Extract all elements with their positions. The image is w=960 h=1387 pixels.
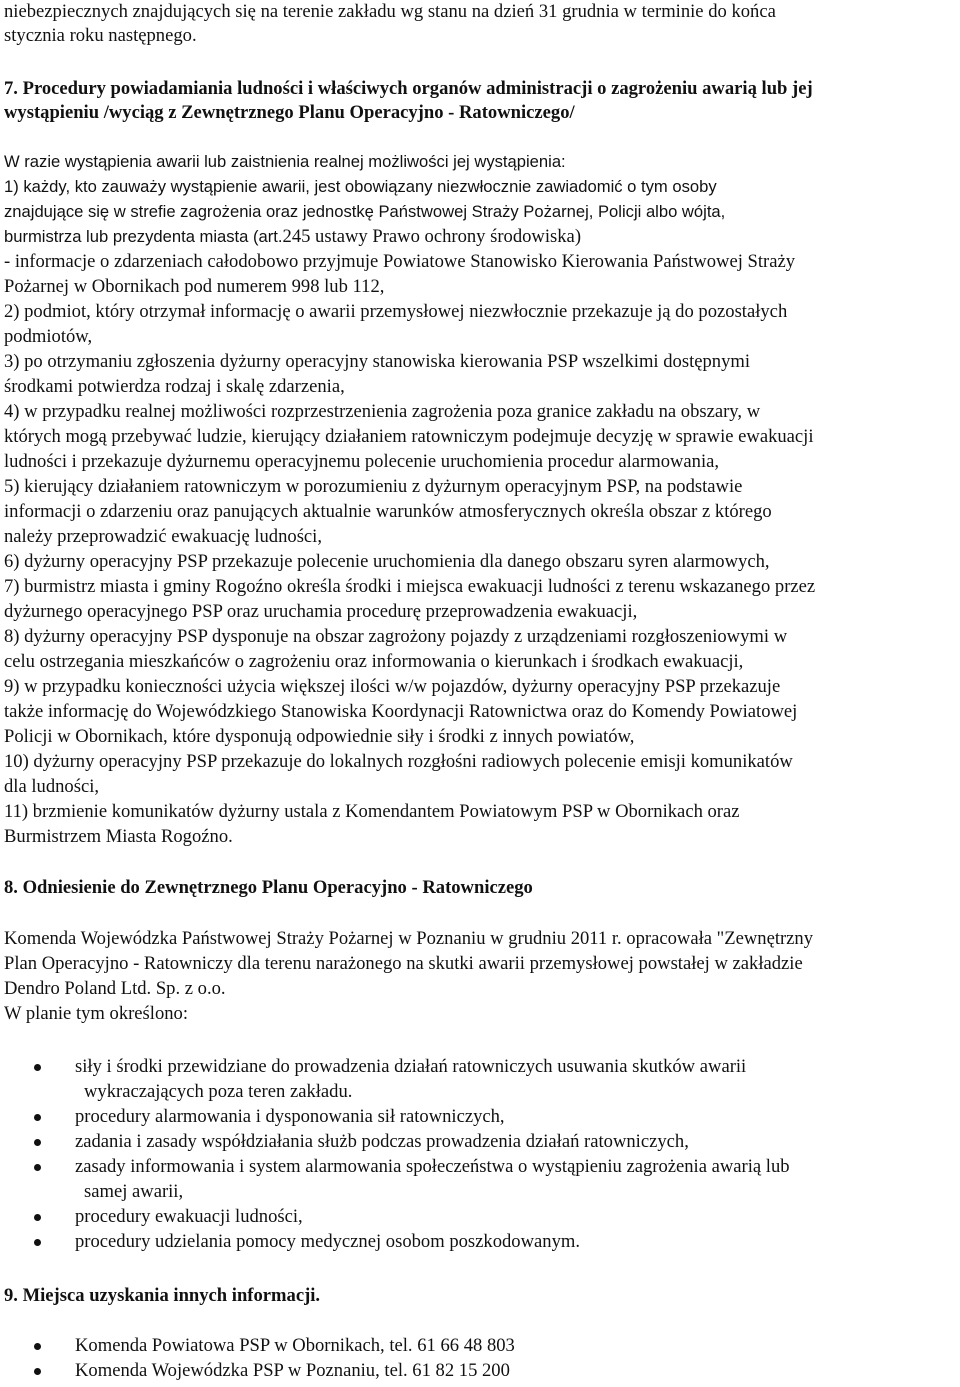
section-7-line: dyżurnego operacyjnego PSP oraz uruchamia procedurę przeprowadzenia ewakuacji, [4,601,638,622]
section-7-line: także informację do Wojewódzkiego Stanowiska Koordynacji Ratownictwa oraz do Komendy Powiatowej [4,701,798,722]
section-7-heading: wystąpieniu /wyciąg z Zewnętrznego Planu Operacyjno - Ratowniczego/ [4,102,575,123]
section-7-line: celu ostrzegania mieszkańców o zagrożeniu oraz informowania o kierunkach i środkach ewakuacji, [4,651,744,672]
intro-line: stycznia roku następnego. [4,25,197,46]
section-8-bullet: zasady informowania i system alarmowania społeczeństwa o wystąpieniu zagrożenia awarią lub [75,1156,790,1177]
bullet-dot [34,1114,41,1121]
section-7-line: 8) dyżurny operacyjny PSP dysponuje na obszar zagrożony pojazdy z urządzeniami rozgłoszeniowymi w [4,626,788,647]
section-8-heading: 8. Odniesienie do Zewnętrznego Planu Operacyjno - Ratowniczego [4,877,533,898]
section-7-line: znajdujące się w strefie zagrożenia oraz jednostkę Państwowej Straży Pożarnej, Policji albo wójta, [4,202,726,221]
section-7-line [4,225,581,249]
section-8-bullet: procedury ewakuacji ludności, [75,1206,303,1227]
section-7-line: 2) podmiot, który otrzymał informację o awarii przemysłowej niezwłocznie przekazuje ją do pozostałych [4,301,788,322]
section-7-line: - informacje o zdarzeniach całodobowo przyjmuje Powiatowe Stanowisko Kierowania Państwowej Straży [4,251,796,272]
section-7-line: Policji w Obornikach, które dysponują odpowiednie siły i środki z innych powiatów, [4,726,635,747]
section-7-line: należy przeprowadzić ewakuację ludności, [4,526,323,547]
section-7-line: 7) burmistrz miasta i gminy Rogoźno określa środki i miejsca ewakuacji ludności z terenu wskazanego przez [4,576,816,597]
section-7-line: 3) po otrzymaniu zgłoszenia dyżurny operacyjny stanowiska kierowania PSP wszelkimi dostępnymi [4,351,751,372]
section-8-bullet: zadania i zasady współdziałania służb podczas prowadzenia działań ratowniczych, [75,1131,689,1152]
section-7-line: ludności i przekazuje dyżurnemu operacyjnemu polecenie uruchomienia procedur alarmowania, [4,451,720,472]
section-9-bullet: Komenda Powiatowa PSP w Obornikach, tel. 61 66 48 803 [75,1335,515,1356]
bullet-dot [34,1164,41,1171]
section-8-line: Komenda Wojewódzka Państwowej Straży Pożarnej w Poznaniu w grudniu 2011 r. opracowała "Zewnętrzny [4,928,814,949]
bullet-dot [34,1139,41,1146]
section-7-line: 5) kierujący działaniem ratowniczym w porozumieniu z dyżurnym operacyjnym PSP, na podstawie [4,476,743,497]
section-9-bullet: Komenda Wojewódzka PSP w Poznaniu, tel. 61 82 15 200 [75,1360,510,1381]
section-7-line: Pożarnej w Obornikach pod numerem 998 lub 112, [4,276,385,297]
bullet-dot [34,1343,41,1350]
bullet-dot [34,1064,41,1071]
section-7-line: dla ludności, [4,776,100,797]
section-7-line: 4) w przypadku realnej możliwości rozprzestrzenienia zagrożenia poza granice zakładu na obszary, w [4,401,761,422]
section-7-line: 10) dyżurny operacyjny PSP przekazuje do lokalnych rozgłośni radiowych polecenie emisji komunikatów [4,751,793,772]
section-8-bullet: procedury alarmowania i dysponowania sił ratowniczych, [75,1106,505,1127]
section-7-line: Burmistrzem Miasta Rogoźno. [4,826,233,847]
section-7-line: 6) dyżurny operacyjny PSP przekazuje polecenie uruchomienia dla danego obszaru syren alarmowych, [4,551,770,572]
section-8-bullet-cont: wykraczających poza teren zakładu. [84,1081,353,1102]
section-7-line: informacji o zdarzeniu oraz panujących aktualnie warunków atmosferycznych określa obszar z którego [4,501,772,522]
section-8-bullet-cont: samej awarii, [84,1181,184,1202]
bullet-dot [34,1214,41,1221]
section-7-line: W razie wystąpienia awarii lub zaistnienia realnej możliwości jej wystąpienia: [4,152,566,171]
intro-line: niebezpiecznych znajdujących się na terenie zakładu wg stanu na dzień 31 grudnia w terminie do końca [4,1,776,22]
bullet-dot [34,1368,41,1375]
section-7-line-tail: 245 ustawy Prawo ochrony środowiska) [282,226,582,247]
section-7-line: których mogą przebywać ludzie, kierujący działaniem ratowniczym podejmuje decyzję w sprawie ewakuacji [4,426,814,447]
section-7-line-head: burmistrza lub prezydenta miasta (art. [4,227,283,246]
section-8-bullet: siły i środki przewidziane do prowadzenia działań ratowniczych usuwania skutków awarii [75,1056,747,1077]
section-7-line: 11) brzmienie komunikatów dyżurny ustala z Komendantem Powiatowym PSP w Obornikach oraz [4,801,740,822]
section-7-heading: 7. Procedury powiadamiania ludności i właściwych organów administracji o zagrożeniu awarią lub jej [4,78,813,99]
section-8-bullet: procedury udzielania pomocy medycznej osobom poszkodowanym. [75,1231,580,1252]
section-9-heading: 9. Miejsca uzyskania innych informacji. [4,1285,321,1306]
section-8-line: W planie tym określono: [4,1003,189,1024]
section-7-line: 9) w przypadku konieczności użycia większej ilości w/w pojazdów, dyżurny operacyjny PSP przekazuje [4,676,781,697]
section-7-line: środkami potwierdza rodzaj i skalę zdarzenia, [4,376,345,397]
section-8-line: Dendro Poland Ltd. Sp. z o.o. [4,978,226,999]
section-7-line: 1) każdy, kto zauważy wystąpienie awarii, jest obowiązany niezwłocznie zawiadomić o tym osoby [4,177,717,196]
section-7-line: podmiotów, [4,326,93,347]
bullet-dot [34,1239,41,1246]
section-8-line: Plan Operacyjno - Ratowniczy dla terenu narażonego na skutki awarii przemysłowej powstałej w zakładzie [4,953,803,974]
